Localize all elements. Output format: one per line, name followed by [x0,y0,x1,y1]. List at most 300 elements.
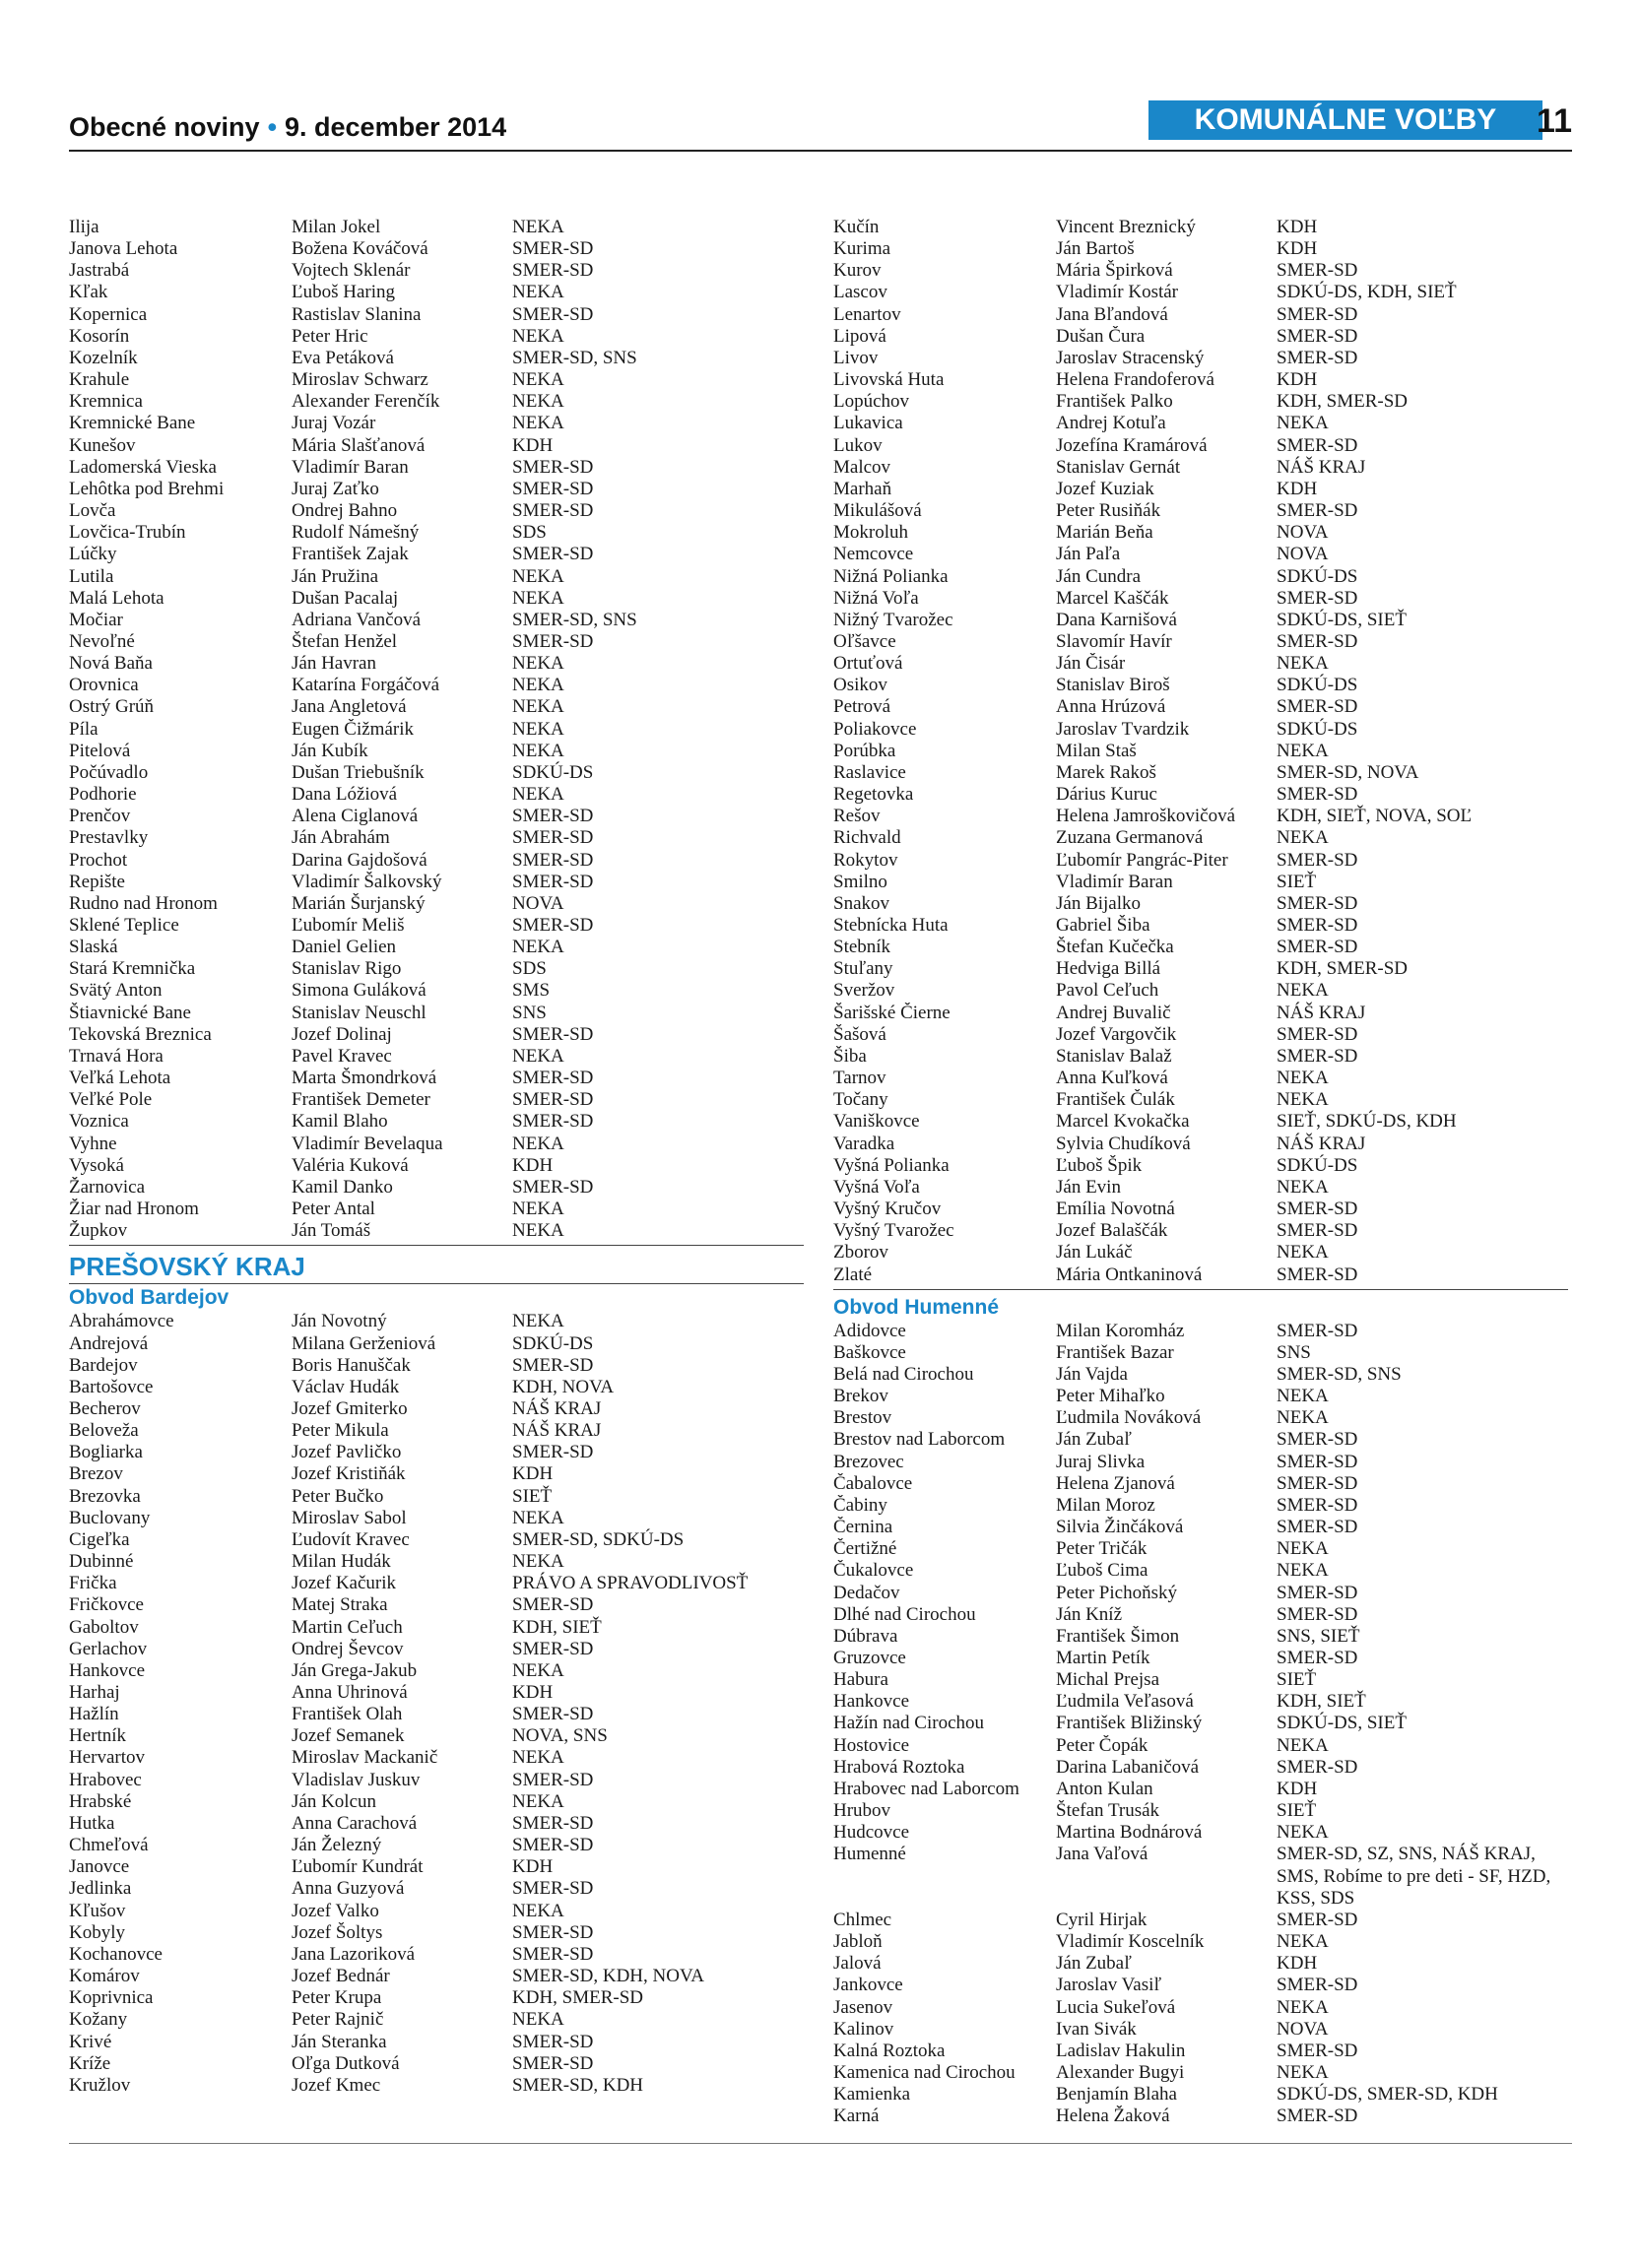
table-row [69,1725,804,1747]
mayor-name: Ľubomír Meliš [292,915,405,936]
municipality-name: Prestavlky [69,827,149,849]
mayor-name: Jaroslav Vasiľ [1056,1975,1162,1996]
party-name: SMER-SD [1277,892,1358,914]
municipality-name: Bogliarka [69,1442,143,1463]
party-name: SMER-SD [1277,2040,1358,2061]
mayor-name: Ján Evin [1056,1176,1121,1198]
mayor-name: Jozefína Kramárová [1056,434,1208,456]
table-row [833,2019,1568,2041]
table-row [833,2084,1568,2106]
party-name: NEKA [512,325,564,347]
mayor-name: Jozef Vargovčik [1056,1023,1177,1045]
municipality-name: Harhaj [69,1682,120,1703]
municipality-name: Regetovka [833,784,914,806]
mayor-name: Dušan Triebušník [292,761,425,783]
municipality-name: Nižný Tvarožec [833,609,953,630]
municipality-name: Brezovec [833,1451,904,1472]
mayor-name: Jozef Kuziak [1056,478,1154,499]
table-row [69,1704,804,1725]
municipality-name: Hažín nad Cirochou [833,1713,985,1734]
municipality-name: Mikulášová [833,500,922,522]
municipality-name: Hrabová Roztoka [833,1756,965,1778]
table-row [833,1975,1568,1996]
table-row [69,1111,804,1133]
municipality-name: Lovčica-Trubín [69,522,186,544]
mayor-name: Ján Novotný [292,1311,387,1332]
party-name: NOVA [1277,522,1329,544]
party-name: SDKÚ-DS, KDH, SIEŤ [1277,282,1457,303]
left-column [69,217,804,2097]
municipality-name: Žiar nad Hronom [69,1199,199,1220]
party-name: SMER-SD [512,260,594,282]
mayor-name: Kamil Blaho [292,1111,388,1133]
mayor-name: Ján Kolcun [292,1790,377,1812]
party-name: SMER-SD [512,1812,594,1834]
table-row [69,1355,804,1377]
party-name: SMER-SD, SNS [512,347,637,368]
municipality-name: Černina [833,1517,893,1538]
table-row [69,762,804,784]
mayor-name: Ján Bartoš [1056,238,1135,260]
mayor-name: Miroslav Sabol [292,1507,407,1528]
municipality-name: Prochot [69,849,128,871]
mayor-name: Martin Petík [1056,1648,1150,1668]
municipality-name: Jankovce [833,1975,903,1996]
mayor-name: Marián Beňa [1056,522,1153,544]
party-name: SMER-SD [512,1176,594,1198]
party-name: SDS [512,522,547,544]
municipality-name: Podhorie [69,784,137,806]
party-name: SMER-SD, SZ, SNS, NÁŠ KRAJ, SMS, Robíme to pre deti - SF, HZD, KSS, SDS [1277,1844,1551,1909]
mayor-name: Vladimír Baran [292,456,409,478]
table-row [69,1311,804,1332]
mayor-name: Valéria Kuková [292,1154,409,1176]
divider [833,1289,1568,1290]
party-name: NEKA [1277,653,1329,675]
mayor-name: Jozef Valko [292,1900,379,1921]
mayor-name: Hedviga Billá [1056,958,1161,980]
party-name: KDH, SMER-SD [1277,958,1409,980]
mayor-name: Ján Kníž [1056,1603,1123,1625]
mayor-name: Miroslav Schwarz [292,369,428,391]
mayor-name: Ján Železný [292,1835,382,1856]
party-name: SDKÚ-DS [1277,565,1358,587]
municipality-name: Čabalovce [833,1472,913,1494]
party-name: SMER-SD [1277,1975,1358,1996]
party-name: SMER-SD [512,1943,594,1965]
table-row [833,1364,1568,1386]
mayor-name: Peter Čopák [1056,1734,1148,1756]
party-name: SMER-SD [512,1878,594,1900]
mayor-name: Štefan Kučečka [1056,937,1174,958]
table-row [833,719,1568,741]
municipality-name: Čabiny [833,1494,887,1516]
table-row [69,610,804,631]
municipality-name: Kopernica [69,303,148,325]
party-name: SMER-SD [512,1442,594,1463]
party-name: NEKA [512,1551,564,1573]
mayor-name: Marek Rakoš [1056,761,1156,783]
municipality-name: Jalová [833,1953,882,1975]
mayor-name: Sylvia Chudíková [1056,1133,1191,1154]
table-row [69,326,804,348]
party-name: KDH, SIEŤ, NOVA, SOĽ [1277,806,1473,827]
region-heading: PREŠOVSKÝ KRAJ [69,1250,804,1284]
municipality-name: Hrubov [833,1800,891,1822]
mayor-name: Peter Rajnič [292,2009,384,2031]
table-row [833,784,1568,806]
table-row [833,893,1568,915]
municipality-name: Livov [833,347,879,368]
party-name: NEKA [512,565,564,587]
mayor-name: Vladimír Šalkovský [292,871,442,892]
party-name: SMER-SD, SNS [512,609,637,630]
municipality-name: Habura [833,1669,888,1691]
mayor-name: Ivan Sivák [1056,2018,1137,2040]
municipality-name: Janova Lehota [69,238,178,260]
mayor-name: František Olah [292,1704,403,1725]
table-row [69,653,804,675]
mayor-name: Ondrej Ševcov [292,1638,404,1659]
mayor-name: Peter Antal [292,1199,375,1220]
mayor-name: Ján Tomáš [292,1220,371,1242]
mayor-name: Milan Staš [1056,740,1137,761]
mayor-name: Katarína Forgáčová [292,675,440,696]
table-row [69,1199,804,1220]
municipality-name: Brezov [69,1463,123,1485]
table-row [833,1800,1568,1822]
table-row [69,1594,804,1616]
municipality-name: Prenčov [69,806,131,827]
party-name: KDH [512,1682,554,1703]
party-name: NOVA [1277,2018,1329,2040]
table-row [69,1878,804,1900]
table-row [833,1321,1568,1342]
municipality-name: Trnavá Hora [69,1045,164,1067]
mayor-name: Lucia Sukeľová [1056,1996,1176,2018]
municipality-name: Zlaté [833,1264,873,1285]
bullet-separator: • [267,112,278,142]
table-row [69,719,804,741]
municipality-name: Komárov [69,1966,140,1987]
party-name: SMER-SD [512,871,594,892]
municipality-name: Marhaň [833,478,892,499]
party-name: SMER-SD [512,456,594,478]
municipality-name: Petrová [833,696,891,718]
municipality-name: Richvald [833,827,901,849]
municipality-name: Jedlinka [69,1878,132,1900]
mayor-name: Marcel Kvokačka [1056,1111,1190,1133]
table-row [69,1551,804,1573]
party-name: SMER-SD [512,806,594,827]
municipality-name: Buclovany [69,1507,151,1528]
masthead [69,112,506,143]
party-name: KDH, SIEŤ [1277,1691,1366,1713]
party-name: SMER-SD [1277,1648,1358,1668]
municipality-name: Dúbrava [833,1625,898,1647]
table-row [69,1835,804,1856]
table-row [69,937,804,958]
party-name: SMER-SD [512,1023,594,1045]
party-name: NÁŠ KRAJ [512,1397,602,1419]
party-name: NEKA [512,217,564,237]
mayor-name: Vladimír Bevelaqua [292,1133,443,1154]
mayor-name: Anna Guzyová [292,1878,405,1900]
table-row [69,980,804,1002]
mayor-name: Marcel Kaščák [1056,587,1169,609]
party-name: SMER-SD [1277,1451,1358,1472]
party-name: NEKA [512,1133,564,1154]
mayor-name: Anna Hrúzová [1056,696,1166,718]
table-row [833,1199,1568,1220]
table-row [833,1068,1568,1089]
table-row [69,2075,804,2097]
municipality-name: Malá Lehota [69,587,164,609]
mayor-name: Ľubomír Pangrác-Piter [1056,849,1228,871]
party-name: SMER-SD, SDKÚ-DS [512,1528,685,1550]
municipality-name: Smilno [833,871,887,892]
party-name: SMER-SD [512,1354,594,1376]
municipality-name: Andrejová [69,1332,149,1354]
mayor-name: Božena Kováčová [292,238,428,260]
mayor-name: Jozef Bednár [292,1966,390,1987]
table-row [69,1003,804,1024]
party-name: NÁŠ KRAJ [1277,1133,1366,1154]
party-name: NEKA [1277,980,1329,1002]
municipality-name: Nižná Voľa [833,587,919,609]
mayor-name: Ján Cundra [1056,565,1142,587]
party-name: NEKA [512,718,564,740]
mayor-name: Adriana Vančová [292,609,422,630]
municipality-name: Kremnické Bane [69,413,196,434]
municipality-name: Močiar [69,609,123,630]
table-row [69,1089,804,1111]
party-name: SNS [512,1002,547,1023]
party-name: NEKA [512,1900,564,1921]
table-row [69,588,804,610]
issue-date: 9. december 2014 [285,112,507,142]
mayor-name: Marta Šmondrková [292,1068,437,1089]
municipality-name: Gruzovce [833,1648,906,1668]
municipality-name: Kremnica [69,391,143,413]
mayor-name: Stanislav Gernát [1056,456,1181,478]
mayor-name: Juraj Zaťko [292,478,379,499]
table-row [833,675,1568,696]
table-row [833,937,1568,958]
party-name: SMER-SD [512,238,594,260]
table-row [833,1757,1568,1779]
table-row [69,522,804,544]
table-row [69,631,804,653]
table-row [833,348,1568,369]
mayor-name: Anna Carachová [292,1812,418,1834]
party-name: NEKA [512,2009,564,2031]
municipality-name: Dlhé nad Cirochou [833,1603,976,1625]
party-name: NEKA [1277,1386,1329,1407]
party-name: NEKA [512,696,564,718]
table-row [69,304,804,326]
municipality-name: Kamienka [833,2084,911,2106]
party-name: SMER-SD [1277,696,1358,718]
table-row [69,1046,804,1068]
municipality-name: Baškovce [833,1341,906,1363]
mayor-name: Vladimír Koscelník [1056,1931,1205,1953]
municipality-name: Ostrý Grúň [69,696,155,718]
municipality-name: Kľak [69,282,108,303]
municipality-name: Šašová [833,1023,886,1045]
table-row [833,1669,1568,1691]
party-name: SMER-SD [1277,2106,1358,2127]
municipality-name: Hrabské [69,1790,132,1812]
table-row [69,348,804,369]
table-row [833,1452,1568,1473]
municipality-name: Točany [833,1089,888,1111]
party-name: KDH [512,1856,554,1878]
municipality-name: Snakov [833,892,889,914]
table-row [69,1573,804,1594]
mayor-name: Jozef Kristiňák [292,1463,406,1485]
party-name: NEKA [512,784,564,806]
table-row [69,1987,804,2009]
mayor-name: Gabriel Šiba [1056,915,1150,936]
mayor-name: Jana Angletová [292,696,407,718]
table-row [833,1779,1568,1800]
table-row [69,479,804,500]
party-name: SIEŤ [512,1485,553,1507]
municipality-name: Rešov [833,806,881,827]
mayor-name: Ľudmila Veľasová [1056,1691,1194,1713]
municipality-name: Voznica [69,1111,129,1133]
municipality-name: Vaniškovce [833,1111,920,1133]
party-name: SMER-SD [1277,937,1358,958]
mayor-name: Darina Labaničová [1056,1756,1200,1778]
party-name: SMER-SD [512,1111,594,1133]
municipality-name: Lukov [833,434,883,456]
party-name: KDH, SMER-SD [512,1987,644,2009]
party-name: NEKA [512,1220,564,1242]
table-row [69,675,804,696]
party-name: KDH [1277,369,1318,391]
table-row [833,762,1568,784]
mayor-name: Dušan Pacalaj [292,587,399,609]
mayor-name: Ján Paľa [1056,544,1121,565]
table-row [833,260,1568,282]
mayor-name: Peter Pichoňský [1056,1582,1177,1603]
table-row [833,915,1568,937]
mayor-name: Anna Uhrinová [292,1682,408,1703]
mayor-name: Jaroslav Tvardzik [1056,718,1190,740]
mayor-name: Anton Kulan [1056,1778,1153,1799]
table-row [69,1377,804,1398]
party-name: KDH, NOVA [512,1376,615,1397]
mayor-name: Andrej Buvalič [1056,1002,1171,1023]
party-name: SDKÚ-DS [1277,675,1358,696]
table-row [833,1155,1568,1177]
table-row [833,806,1568,827]
party-name: NEKA [1277,1931,1329,1953]
party-name: NOVA, SNS [512,1725,608,1747]
table-row [69,1856,804,1878]
mayor-name: František Demeter [292,1089,430,1111]
table-row [69,544,804,565]
table-row [833,1220,1568,1242]
municipality-name: Brestov nad Laborcom [833,1429,1006,1451]
mayor-name: Peter Tričák [1056,1538,1148,1560]
party-name: SMER-SD [512,1835,594,1856]
party-name: SMER-SD, KDH, NOVA [512,1966,704,1987]
party-name: SMER-SD [1277,1517,1358,1538]
mayor-name: Stanislav Rigo [292,958,402,980]
mayor-name: Jana Bľandová [1056,303,1168,325]
table-row [833,1910,1568,1931]
table-row [833,500,1568,522]
party-name: SMER-SD [512,500,594,522]
table-row [69,1682,804,1704]
table-row [833,1024,1568,1046]
municipality-name: Veľká Lehota [69,1068,171,1089]
mayor-name: Štefan Henžel [292,630,398,652]
table-row [69,217,804,238]
party-name: SMER-SD [1277,1909,1358,1930]
municipality-name: Frička [69,1573,117,1594]
mayor-name: Ján Bijalko [1056,892,1142,914]
mayor-name: Simona Guláková [292,980,426,1002]
table-row [833,282,1568,303]
municipality-name: Fričkovce [69,1594,144,1616]
table-row [69,1617,804,1639]
mayor-name: Milan Moroz [1056,1494,1155,1516]
mayor-name: Darina Gajdošová [292,849,427,871]
party-name: SMER-SD [1277,1756,1358,1778]
section-badge: KOMUNÁLNE VOĽBY [1148,100,1542,140]
newspaper-name: Obecné noviny [69,112,260,142]
mayor-name: František Bližinský [1056,1713,1203,1734]
municipality-name: Brestov [833,1407,892,1429]
table-row [833,1844,1568,1909]
municipality-name: Kľušov [69,1900,126,1921]
table-row [69,457,804,479]
municipality-name: Čertižné [833,1538,897,1560]
municipality-name: Becherov [69,1397,141,1419]
mayor-name: Eugen Čižmárik [292,718,414,740]
municipality-name: Belá nad Cirochou [833,1363,974,1385]
municipality-name: Župkov [69,1220,128,1242]
mayor-name: Štefan Trusák [1056,1800,1160,1822]
party-name: SDKÚ-DS [512,761,594,783]
table-row [69,1660,804,1682]
municipality-name: Dedačov [833,1582,900,1603]
party-name: KDH [512,1154,554,1176]
mayor-name: Jozef Šoltys [292,1921,383,1943]
table-row [69,806,804,827]
party-name: NEKA [1277,1734,1329,1756]
table-row [833,1713,1568,1734]
table-row [69,282,804,303]
table-row [69,1398,804,1420]
municipality-name: Ortuťová [833,653,903,675]
mayor-name: Rudolf Námešný [292,522,420,544]
mayor-name: Ľuboš Cima [1056,1560,1148,1582]
table-row [69,741,804,762]
municipality-name: Pitelová [69,740,131,761]
table-row [833,980,1568,1002]
party-name: NEKA [512,740,564,761]
party-name: SMER-SD [1277,1045,1358,1067]
mayor-name: Václav Hudák [292,1376,400,1397]
table-row [69,1333,804,1355]
table-row [69,1747,804,1769]
mayor-name: Stanislav Biroš [1056,675,1170,696]
